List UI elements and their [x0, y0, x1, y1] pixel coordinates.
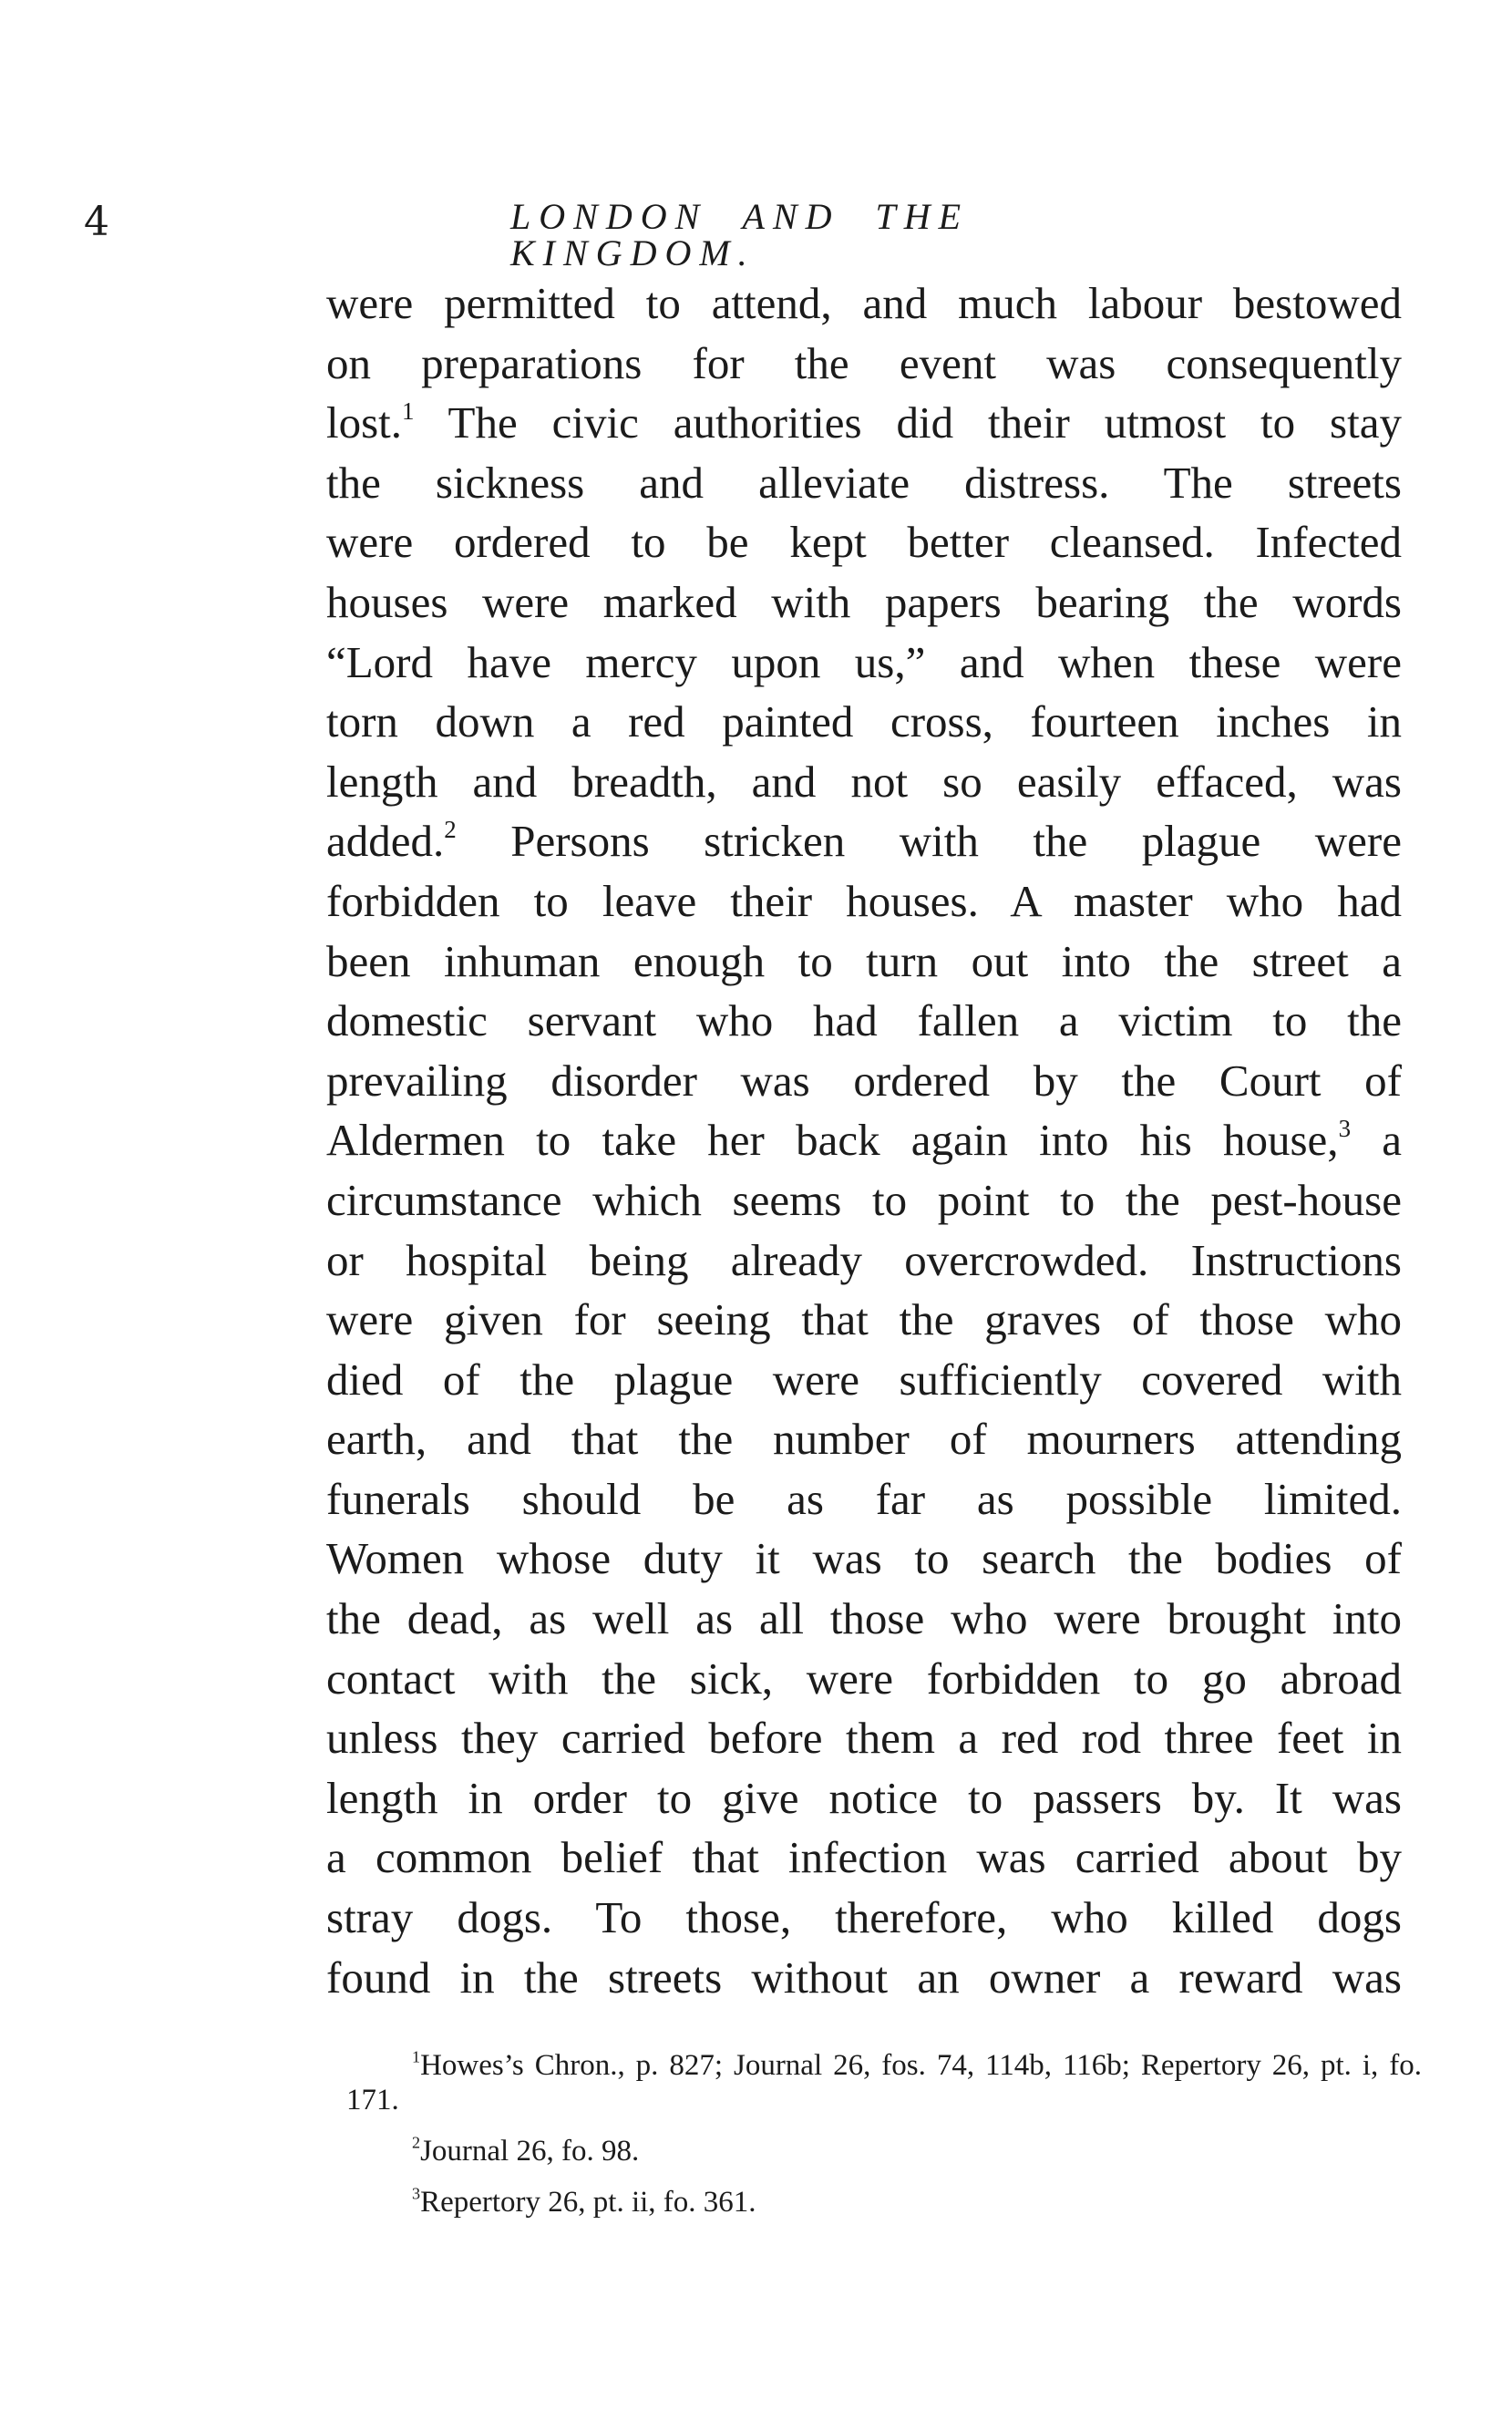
text-line: or hospital being already overcrowded. Instructions	[326, 1234, 1402, 1285]
text-line-start: Aldermen to take her back again into his house,	[326, 1115, 1339, 1166]
text-line: the sickness and alleviate distress. The streets	[326, 457, 1402, 508]
footnotes	[346, 2048, 1422, 2219]
text-line: domestic servant who had fallen a victim to the	[326, 995, 1402, 1046]
running-head: LONDON AND THE KINGDOM.	[510, 196, 970, 273]
text-line: been inhuman enough to turn out into the street a	[326, 935, 1402, 986]
text-line: length in order to give notice to passers by. It was	[326, 1772, 1402, 1823]
text-line-rest: The civic authorities did their utmost to stay	[414, 397, 1402, 448]
text-line-start: lost.	[326, 397, 403, 448]
footnote-3	[346, 2185, 1422, 2219]
text-line: circumstance which seems to point to the pest-house	[326, 1174, 1402, 1225]
footnote-ref-3: 3	[1338, 1115, 1352, 1143]
text-line: “Lord have mercy upon us,” and when these were	[326, 636, 1402, 687]
text-line	[326, 1110, 1402, 1170]
footnote-1	[346, 2048, 1422, 2117]
text-line-start: added.	[326, 816, 445, 867]
text-line: earth, and that the number of mourners attending	[326, 1414, 1402, 1465]
text-line: unless they carried before them a red rod three feet in	[326, 1713, 1402, 1764]
footnote-2	[346, 2134, 1422, 2168]
footnote-ref-1: 1	[402, 397, 415, 425]
footnote-3-text: Repertory 26, pt. ii, fo. 361.	[420, 2186, 756, 2219]
body-text	[326, 273, 1402, 2007]
text-line: were ordered to be kept better cleansed. Infected	[326, 517, 1402, 568]
text-line: a common belief that infection was carried about by	[326, 1832, 1402, 1883]
footnote-mark-2: 2	[412, 2133, 421, 2152]
footnote-ref-2: 2	[444, 816, 457, 844]
page-number: 4	[84, 199, 109, 245]
text-line: Women whose duty it was to search the bodies of	[326, 1533, 1402, 1584]
text-line: died of the plague were sufficiently covered with	[326, 1354, 1402, 1405]
footnote-mark-1: 1	[412, 2047, 421, 2066]
footnote-mark-3: 3	[412, 2184, 421, 2203]
text-line	[326, 811, 1402, 871]
text-line: houses were marked with papers bearing the words	[326, 576, 1402, 627]
text-line: were given for seeing that the graves of those who	[326, 1294, 1402, 1345]
text-line: prevailing disorder was ordered by the Court of	[326, 1055, 1402, 1106]
text-line: torn down a red painted cross, fourteen inches in	[326, 696, 1402, 747]
text-line: length and breadth, and not so easily effaced, was	[326, 756, 1402, 807]
footnote-1-text: Howes’s Chron., p. 827; Journal 26, fos. 74, 114b, 116b; Repertory 26, pt. i, fo. 171.	[346, 2049, 1422, 2116]
text-line	[326, 393, 1402, 453]
text-line: funerals should be as far as possible limited.	[326, 1473, 1402, 1524]
text-line: on preparations for the event was consequently	[326, 337, 1402, 388]
text-line: were permitted to attend, and much labour bestowed	[326, 278, 1402, 328]
text-line-rest: Persons stricken with the plague were	[456, 816, 1402, 867]
text-line: the dead, as well as all those who were brought into	[326, 1593, 1402, 1644]
text-line: stray dogs. To those, therefore, who killed dogs	[326, 1892, 1402, 1943]
footnote-2-text: Journal 26, fo. 98.	[420, 2135, 640, 2168]
text-line: contact with the sick, were forbidden to go abroad	[326, 1653, 1402, 1704]
text-line-rest: a	[1351, 1115, 1402, 1166]
text-line: forbidden to leave their houses. A master who had	[326, 875, 1402, 926]
text-line: found in the streets without an owner a reward was	[326, 1952, 1402, 2003]
